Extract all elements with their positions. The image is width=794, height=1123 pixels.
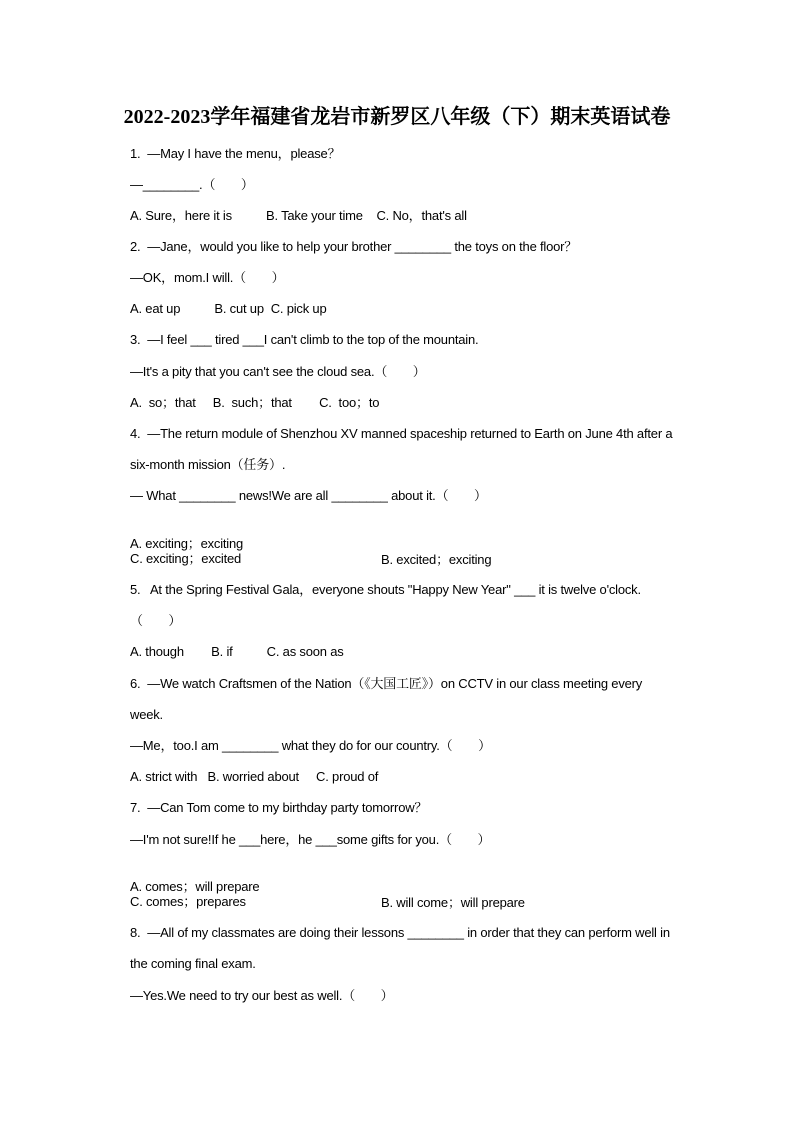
q1-answer-line: —________.（ ） [130,177,254,192]
exam-title: 2022-2023学年福建省龙岩市新罗区八年级（下）期末英语试卷 [123,106,671,128]
q6-options: A. strict with B. worried about C. proud of [130,769,379,784]
q7-option-b: B. will come；will prepare [381,895,525,910]
q4-stem: 4. —The return module of Shenzhou XV manned spaceship returned to Earth on June 4th after a [130,426,673,441]
q4-option-c: C. exciting；excited [130,551,242,566]
q4-option-b: B. excited；exciting [381,552,492,567]
q6-stem: 6. —We watch Craftsmen of the Nation（《大国工匠》）on CCTV in our class meeting every [130,676,643,691]
q7-stem: 7. —Can Tom come to my birthday party tomorrow？ [130,800,428,815]
q1-options: A. Sure，here it is B. Take your time C. No，that's all [130,208,467,223]
q2-stem: 2. —Jane，would you like to help your brother ________ the toys on the floor？ [130,239,578,254]
q1-stem: 1. —May I have the menu，please？ [130,146,341,161]
q7-option-c: C. comes；prepares [130,894,246,909]
q3-stem: 3. —I feel ___ tired ___I can't climb to the top of the mountain. [130,332,479,347]
q4-option-a: A. exciting；exciting [130,536,244,551]
q8-stem-cont: the coming final exam. [130,956,256,971]
q2-options: A. eat up B. cut up C. pick up [130,301,327,316]
q4-stem-cont: six-month mission（任务）. [130,457,286,472]
q3-answer-line: —It's a pity that you can't see the cloud sea.（ ） [130,364,426,379]
q3-options: A. so；that B. such；that C. too；to [130,395,380,410]
q5-options: A. though B. if C. as soon as [130,644,344,659]
q2-answer-line: —OK，mom.I will.（ ） [130,270,285,285]
q6-stem-cont: week. [130,707,163,722]
q8-answer-line: —Yes.We need to try our best as well.（ ） [130,988,394,1003]
q7-answer-line: —I'm not sure!If he ___here，he ___some gifts for you.（ ） [130,832,491,847]
q7-option-a: A. comes；will prepare [130,879,260,894]
q5-answer-line: （ ） [130,613,182,628]
q5-stem: 5. At the Spring Festival Gala，everyone shouts "Happy New Year" ___ it is twelve o'clock. [130,582,641,597]
q4-answer-line: — What ________ news!We are all ________ about it.（ ） [130,488,487,503]
q8-stem: 8. —All of my classmates are doing their lessons ________ in order that they can perform well in [130,925,670,940]
q6-answer-line: —Me，too.I am ________ what they do for our country.（ ） [130,738,491,753]
